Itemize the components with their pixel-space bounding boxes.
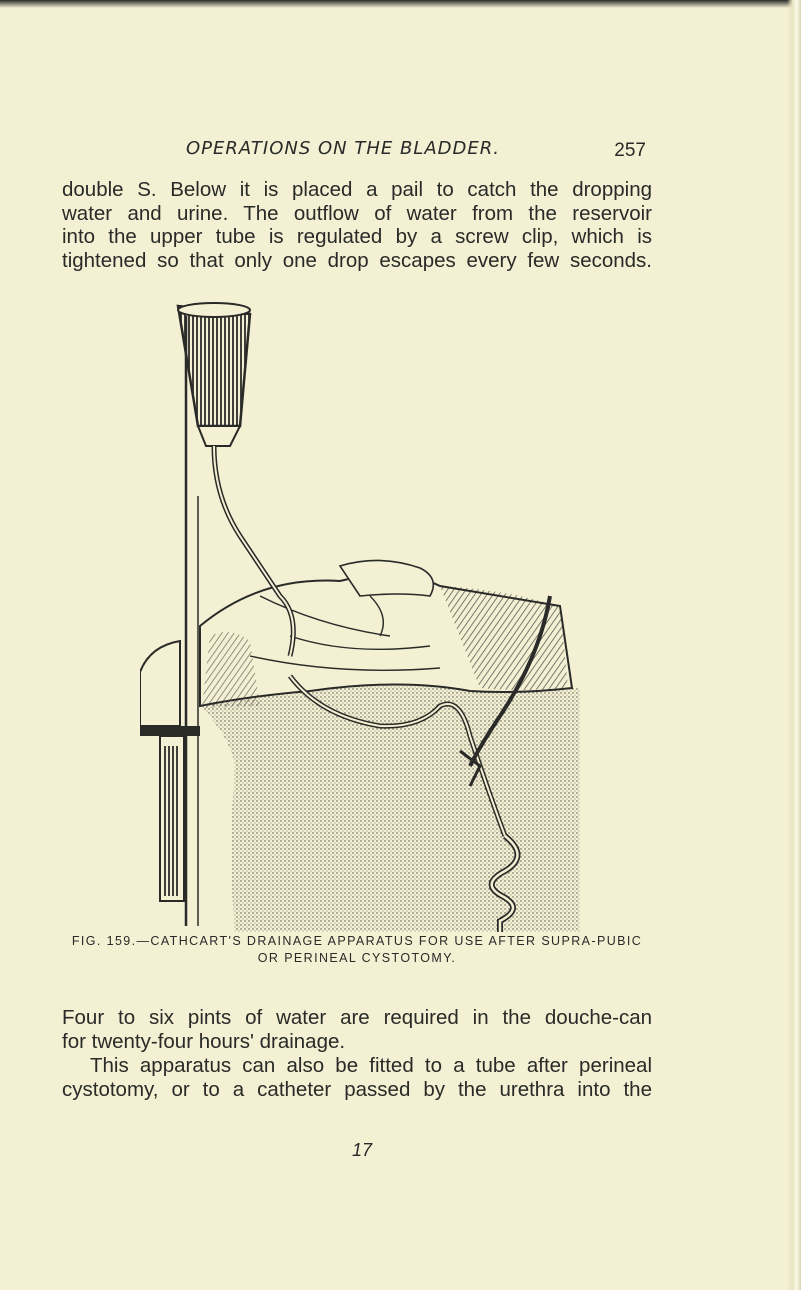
text-line: into the upper tube is regulated by a screw clip, which is: [62, 225, 652, 248]
running-head: [186, 138, 656, 164]
text-line: water and urine. The outflow of water from the reservoir: [62, 201, 652, 225]
caption-line: FIG. 159.—CATHCART'S DRAINAGE APPARATUS FOR USE AFTER SUPRA-PUBIC: [71, 934, 643, 948]
text-line: This apparatus can also be fitted to a tube after perineal: [90, 1054, 652, 1077]
figure-caption: [62, 933, 652, 967]
page-edge: [787, 0, 801, 1290]
page-number: 257: [614, 140, 646, 161]
text-line: Four to six pints of water are required in the douche-can: [62, 1006, 652, 1029]
caption-line: OR PERINEAL CYSTOTOMY.: [257, 951, 457, 965]
page-top-shadow: [0, 0, 801, 8]
drainage-apparatus-illustration: [140, 296, 580, 932]
paragraph-water-requirement: [62, 1006, 652, 1053]
signature-mark: 17: [352, 1140, 373, 1160]
text-line: tightened so that only one drop escapes every few seconds.: [62, 248, 652, 272]
text-line: double S. Below it is placed a pail to catch the dropping: [62, 178, 652, 201]
illustration-drawing: [140, 296, 580, 932]
text-line: cystotomy, or to a catheter passed by the urethra into the: [62, 1077, 652, 1101]
text-line: for twenty-four hours' drainage.: [62, 1029, 346, 1053]
top-paragraph: [62, 178, 652, 272]
paragraph-perineal-fitting: [62, 1054, 652, 1101]
running-title: OPERATIONS ON THE BLADDER.: [186, 138, 500, 159]
